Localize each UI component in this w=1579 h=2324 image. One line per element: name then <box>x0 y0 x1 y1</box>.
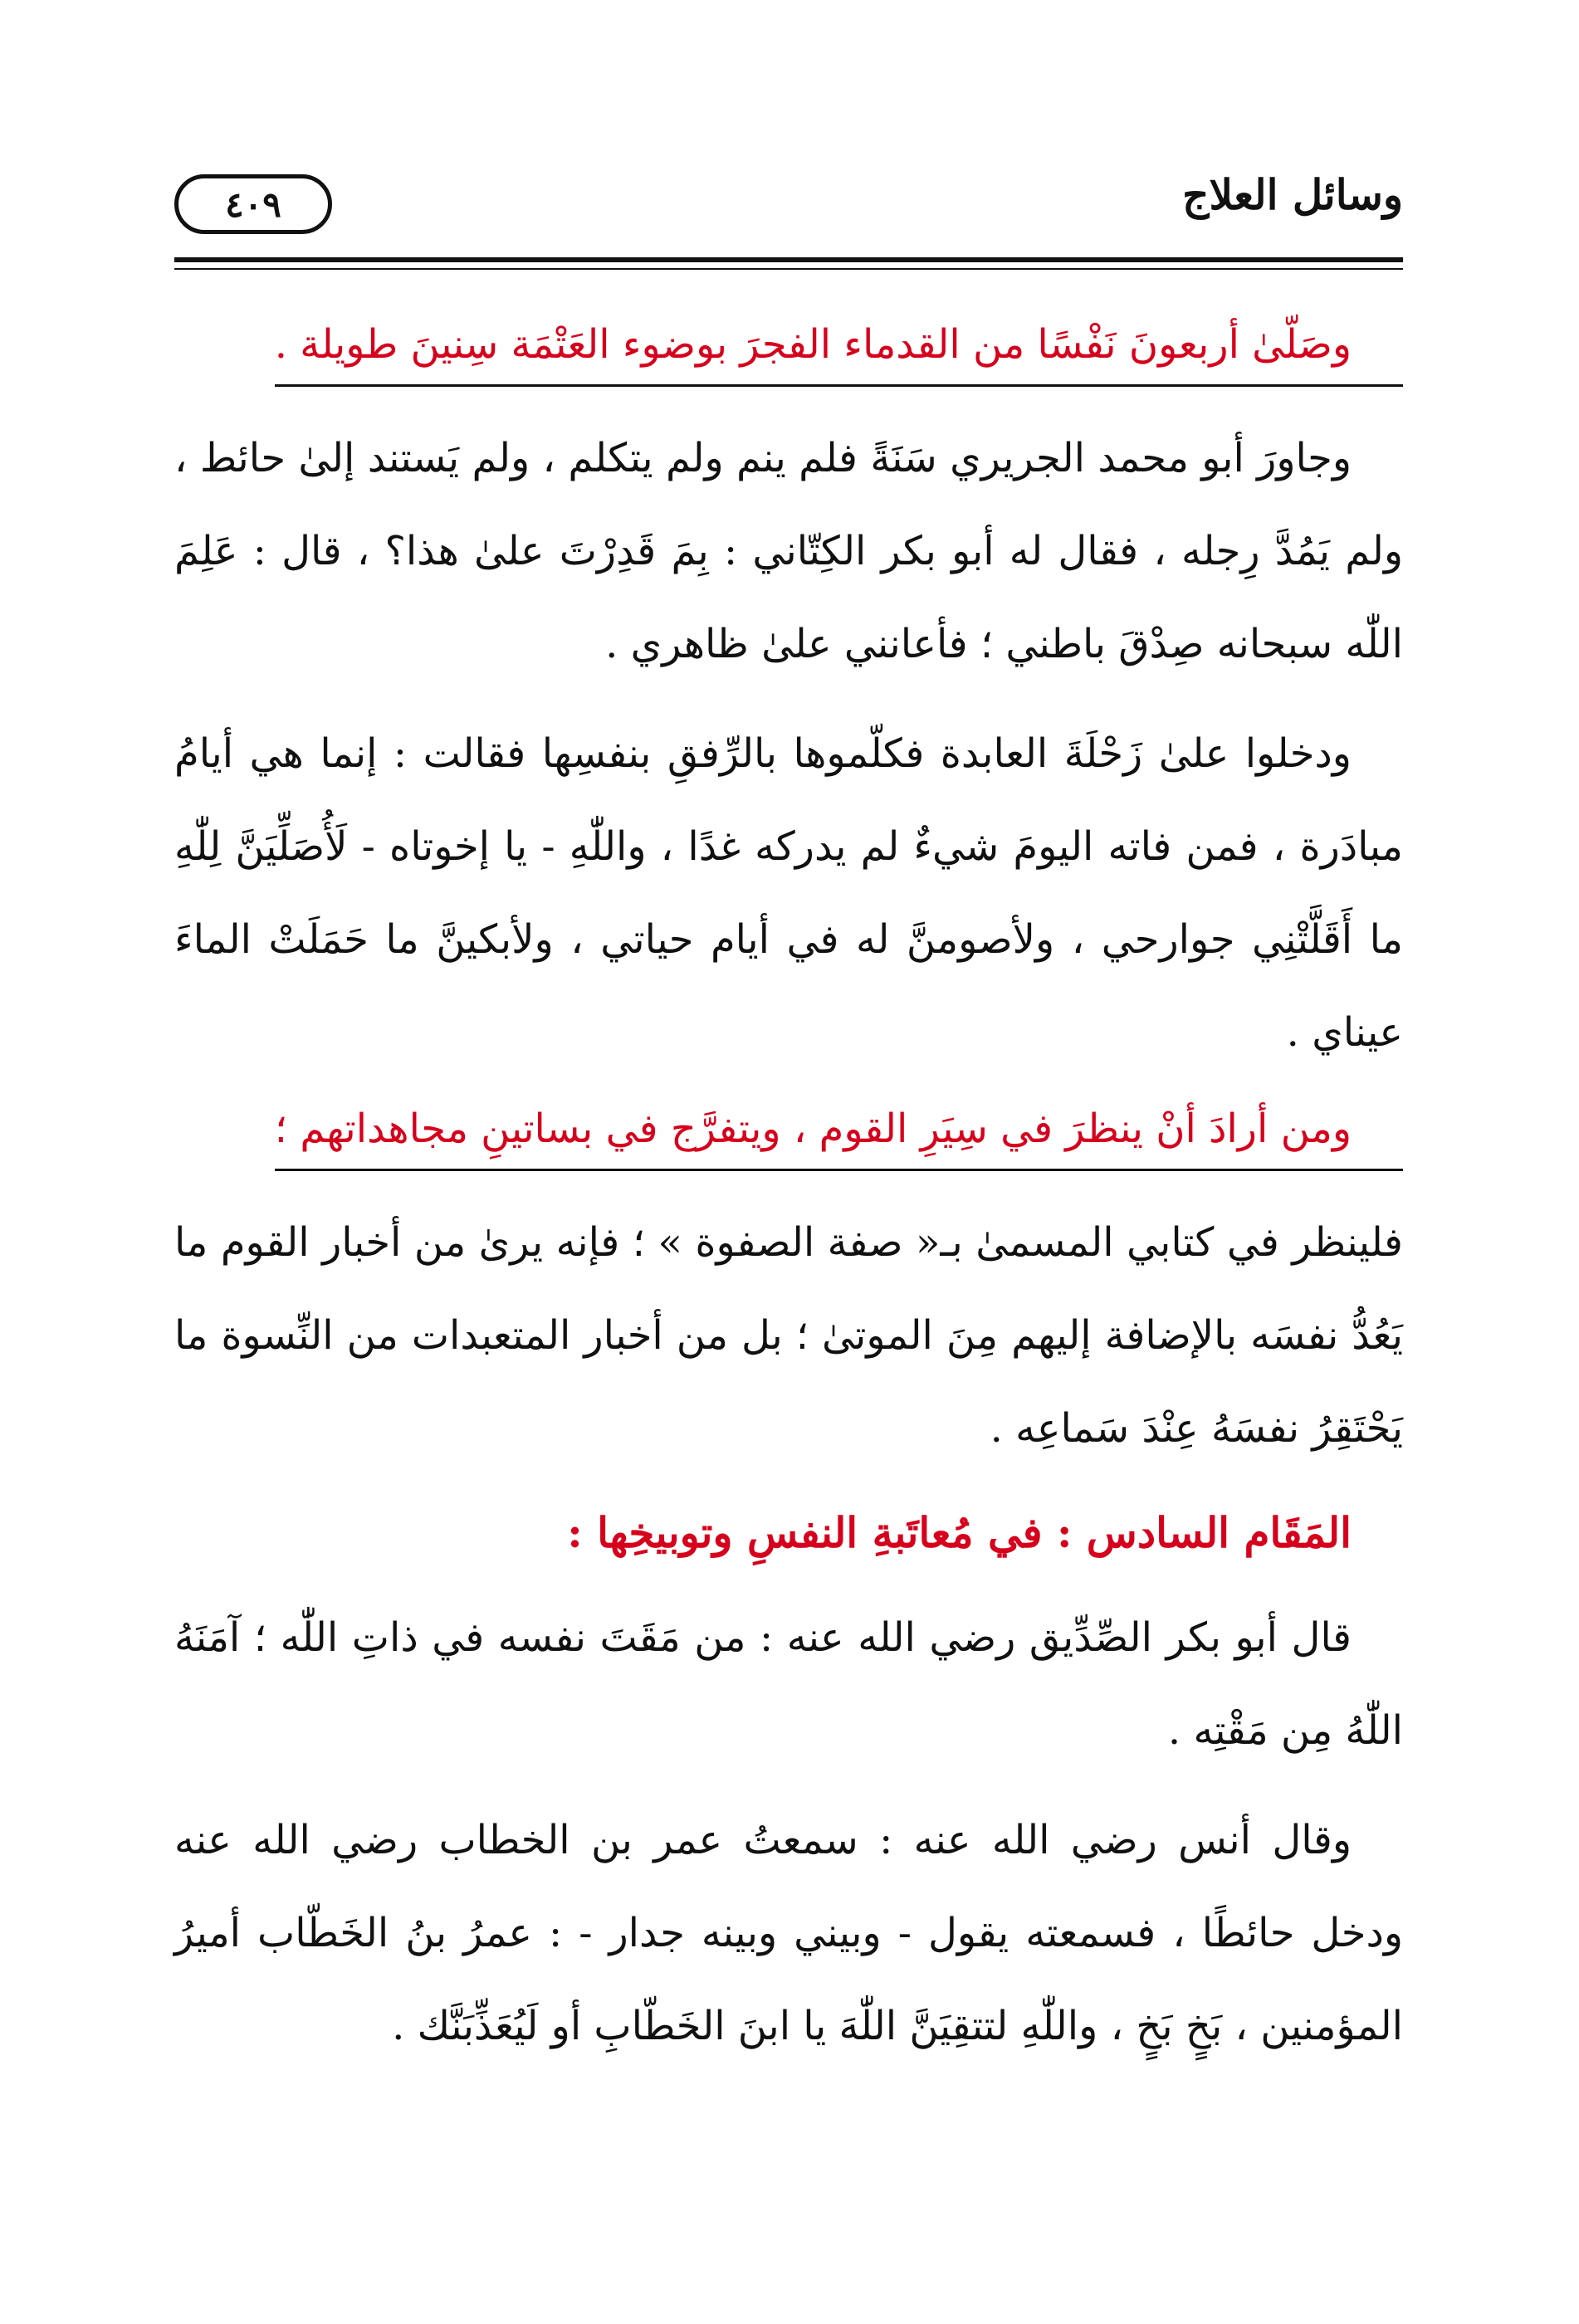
page-content <box>174 303 1403 2089</box>
section-heading: المَقَام السادس : في مُعاتَبةِ النفسِ وتوبيخِها : <box>567 1508 1352 1557</box>
running-title: وسائل العلاج <box>1182 170 1403 219</box>
highlighted-sentence-2 <box>174 1096 1403 1171</box>
header-rule-thin <box>174 268 1403 270</box>
highlighted-text: ومن أرادَ أنْ ينظرَ في سِيَرِ القوم ، ويتفرَّج في بساتينِ مجاهداتهم ؛ <box>275 1096 1403 1171</box>
paragraph: وقال أنس رضي الله عنه : سمعتُ عمر بن الخطاب رضي الله عنه ودخل حائطًا ، فسمعته يقول - وبيني وبينه جدار - : عمرُ بنُ الخَطّاب أميرُ المؤمنين ، بَخٍ بَخٍ ، واللّٰهِ لتتقِيَنَّ اللّٰهَ يا ابنَ الخَطّابِ أو لَيُعَذِّبَنَّك . <box>174 1817 1403 2049</box>
paragraph: قال أبو بكر الصِّدِّيق رضي الله عنه : من مَقَتَ نفسه في ذاتِ اللّٰه ؛ آمَنَهُ اللّٰهُ مِن مَقْتِه . <box>174 1614 1403 1754</box>
page-number-badge: ٤٠٩ <box>174 174 332 234</box>
paragraph: ودخلوا علىٰ زَحْلَةَ العابدة فكلّموها بالرِّفقِ بنفسِها فقالت : إنما هي أيامُ مبادَرة ، فمن فاته اليومَ شيءٌ لم يدركه غدًا ، واللّٰهِ - يا إخوتاه - لَأُصَلِّيَنَّ لِلّٰهِ ما أَقَلَّتْنِي جوارحي ، ولأصومنَّ له في أيام حياتي ، ولأبكينَّ ما حَمَلَتْ الماءَ عيناي . <box>174 730 1403 1056</box>
highlighted-sentence-1 <box>174 311 1403 387</box>
header-rule-thick <box>174 257 1403 262</box>
paragraph: وجاورَ أبو محمد الجريري سَنَةً فلم ينم ولم يتكلم ، ولم يَستند إلىٰ حائط ، ولم يَمُدَّ رِجله ، فقال له أبو بكر الكِتّاني : بِمَ قَدِرْتَ علىٰ هذا؟ ، قال : عَلِمَ اللّٰه سبحانه صِدْقَ باطني ؛ فأعانني علىٰ ظاهري . <box>174 435 1403 667</box>
page-header <box>174 133 1403 241</box>
highlighted-text: وصَلّىٰ أربعونَ نَفْسًا من القدماء الفجرَ بوضوء العَتْمَة سِنينَ طويلة . <box>275 311 1403 387</box>
book-page <box>174 133 1403 2258</box>
paragraph: فلينظر في كتابي المسمىٰ بـ« صفة الصفوة » ؛ فإنه يرىٰ من أخبار القوم ما يَعُدُّ نفسَه بالإضافة إليهم مِنَ الموتىٰ ؛ بل من أخبار المتعبدات من النِّسوة ما يَحْتَقِرُ نفسَهُ عِنْدَ سَماعِه . <box>174 1219 1403 1452</box>
